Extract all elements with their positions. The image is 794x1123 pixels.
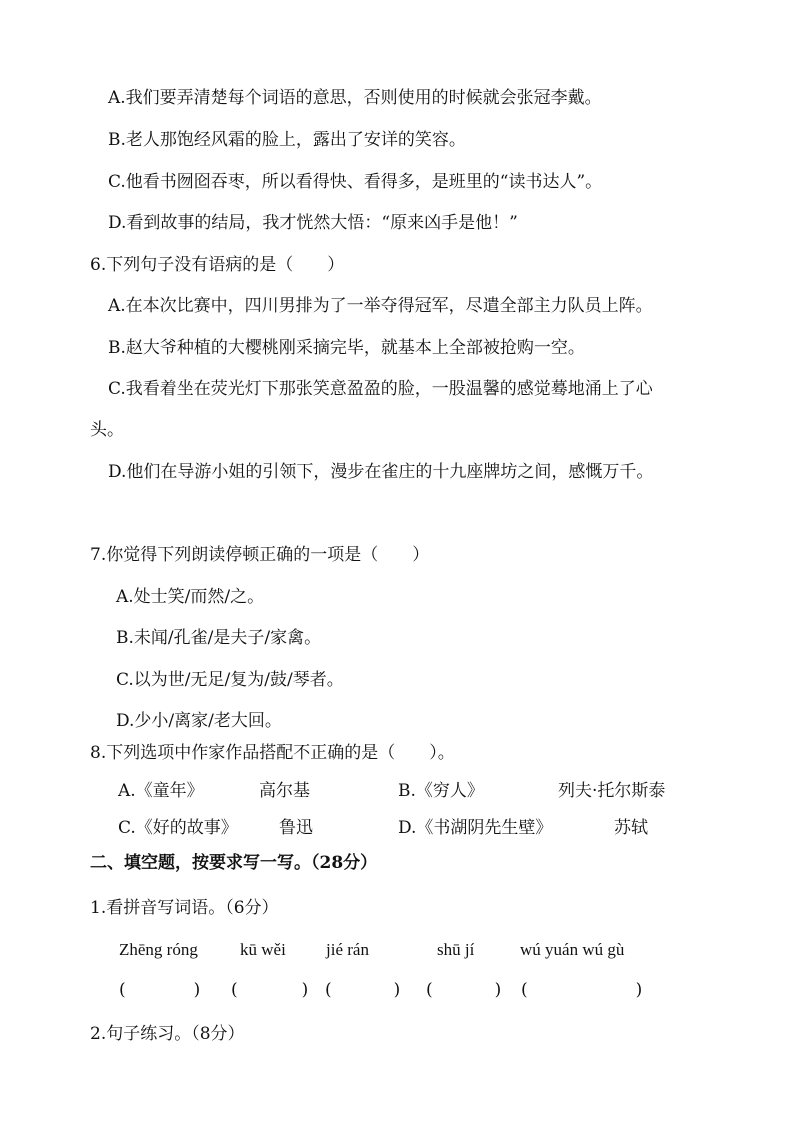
q6-option-d: D.他们在导游小姐的引领下，漫步在雀庄的十九座牌坊之间，感慨万千。 xyxy=(108,462,654,482)
answer-blank-5[interactable]: ( ) xyxy=(521,980,643,1000)
answer-blank-3[interactable]: ( ) xyxy=(325,980,401,1000)
q8-option-a-author: 高尔基 xyxy=(259,781,310,801)
q8-option-d-author: 苏轼 xyxy=(614,818,648,838)
s2-q2-title: 2.句子练习。（8分） xyxy=(90,1024,245,1044)
answer-blank-2[interactable]: ( ) xyxy=(231,980,309,1000)
q6-option-b: B.赵大爷种植的大樱桃刚采摘完毕，就基本上全部被抢购一空。 xyxy=(108,338,585,358)
q8-option-b-author: 列夫·托尔斯泰 xyxy=(558,781,666,801)
q5-option-a: A.我们要弄清楚每个词语的意思，否则使用的时候就会张冠李戴。 xyxy=(108,88,602,108)
q5-option-d: D.看到故事的结局，我才恍然大悟：“原来凶手是他！” xyxy=(108,213,518,233)
pinyin-1: Zhēng róng xyxy=(119,940,198,959)
q6-option-c-line1: C.我看着坐在荧光灯下那张笑意盈盈的脸，一股温馨的感觉蓦地涌上了心 xyxy=(108,379,653,399)
pinyin-5: wú yuán wú gù xyxy=(520,940,625,959)
q8-option-a-book: A.《童年》 xyxy=(118,781,204,801)
q5-option-b: B.老人那饱经风霜的脸上，露出了安详的笑容。 xyxy=(108,130,466,150)
q7-title: 7.你觉得下列朗读停顿正确的一项是（ ） xyxy=(90,545,430,565)
q8-option-c-author: 鲁迅 xyxy=(279,818,313,838)
q7-option-d: D.少小/离家/老大回。 xyxy=(116,711,282,731)
q8-option-b-book: B.《穷人》 xyxy=(398,781,484,801)
q8-title: 8.下列选项中作家作品搭配不正确的是（ ）。 xyxy=(90,743,455,763)
pinyin-3: jié rán xyxy=(326,940,369,959)
q7-option-b: B.未闻/孔雀/是夫子/家禽。 xyxy=(116,628,322,648)
q8-option-d-book: D.《书湖阴先生壁》 xyxy=(398,818,553,838)
pinyin-2: kū wěi xyxy=(240,940,286,959)
q8-option-c-book: C.《好的故事》 xyxy=(118,818,238,838)
q6-title: 6.下列句子没有语病的是（ ） xyxy=(90,255,345,275)
q7-option-c: C.以为世/无足/复为/鼓/琴者。 xyxy=(116,670,344,690)
section2-heading: 二、填空题，按要求写一写。（28分） xyxy=(90,853,378,873)
q6-option-c-line2: 头。 xyxy=(90,420,124,440)
answer-blank-4[interactable]: ( ) xyxy=(426,980,502,1000)
s2-q1-title: 1.看拼音写词语。（6分） xyxy=(90,898,279,918)
q7-option-a: A.处士笑/而然/之。 xyxy=(116,587,265,607)
q5-option-c: C.他看书囫囵吞枣，所以看得快、看得多，是班里的“读书达人”。 xyxy=(108,172,603,192)
pinyin-4: shū jí xyxy=(437,940,475,959)
q6-option-a: A.在本次比赛中，四川男排为了一举夺得冠军，尽遣全部主力队员上阵。 xyxy=(108,296,653,316)
answer-blank-1[interactable]: ( ) xyxy=(119,980,201,1000)
